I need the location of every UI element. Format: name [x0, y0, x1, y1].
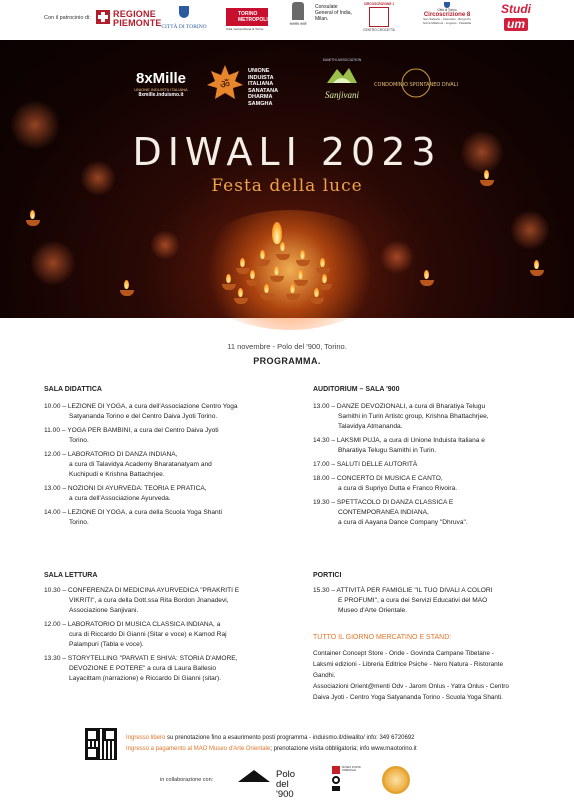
sponsor-strip: [0, 0, 574, 40]
svg-text:CONDOMINIO SPONTANEO DIVALI: CONDOMINIO SPONTANEO DIVALI: [374, 82, 458, 88]
sala-didattica-list: [44, 402, 294, 532]
list-item: 12.00 – LABORATORIO DI DANZA INDIANA, a cura di Talavidya Academy Bharatanatyam and Kuchipudi e Krishna Battachrjee.: [44, 451, 212, 478]
list-item: 19.30 – SPETTACOLO DI DANZA CLASSICA E CONTEMPORANEA INDIANA, a cura di Aayana Dance Company "Dhruva".: [313, 499, 468, 526]
collab-label: in collaborazione con:: [160, 777, 214, 783]
list-item: 14.00 – LEZIONE DI YOGA, a cura della Scuola Yoga Shanti Torino.: [44, 509, 223, 526]
hero-logos: 8xMille UNIONE INDUISTA ITALIANA 8xmille.induismo.it ॐ UNIONE INDUISTA ITALIANA SANATANA DHARMA SAMGHA SAMITHI ASSOCIATION Sanjivani CONDOMINIO SPONTANEO DIVALI: [0, 52, 574, 112]
event-subtitle: Festa della luce: [211, 176, 363, 196]
logo-8xmille: 8xMille UNIONE INDUISTA ITALIANA 8xmille.induismo.it: [134, 70, 188, 98]
om-lotus-icon: [206, 64, 244, 102]
polo-900-logo: Polo del '900: [238, 768, 308, 794]
studium-logo: Studi um: [501, 2, 531, 31]
market-list: Container Concept Store - Onde - Govinda Campane Tibetane - Laksmi edizioni - Libreria Editrice Psiche - Nero Natura - Ristorante Gandhi. Associazioni Orient@menti Odv - Jarom Onlus - Yatra Onlus - Centro Daiva Jyoti - Centro Yoga Satyananda Torino - Scuola Yoga Shanti.: [313, 650, 509, 701]
list-item: 15.30 – ATTIVITÀ PER FAMIGLIE "IL TUO DIVALI A COLORI E PROFUMI", a cura dei Servizi Educativi del MAO Museo d'Arte Orientale.: [313, 587, 493, 614]
regione-piemonte-logo: REGIONE PIEMONTE: [96, 8, 156, 30]
section-title-auditorium: AUDITORIUM – SALA '900: [313, 386, 400, 393]
qr-code-icon[interactable]: [85, 728, 117, 760]
section-title-sala-lettura: SALA LETTURA: [44, 572, 98, 579]
section-title-sala-didattica: SALA DIDATTICA: [44, 386, 102, 393]
circoscrizione-8-logo: Città di Torino Circoscrizione 8 San Salvario - Cavoretto - Borgo Po Nizza Millefonti - Lingotto - Filadelfia: [420, 2, 474, 34]
list-item: 18.00 – CONCERTO DI MUSICA E CANTO, a cura di Supriyo Dutta e Franco Rivoira.: [313, 475, 458, 492]
sala-lettura-list: [44, 586, 294, 688]
ashoka-emblem-icon: [292, 2, 304, 20]
list-item: 13.30 – STORYTELLING "PARVATI E SHIVA: STORIA D'AMORE, DEVOZIONE E POTERE" a cura di Laura Ballesio Layacittam (narrazione) e Riccardo Di Gianni (sitar).: [44, 655, 238, 682]
logo-sanjivani: SAMITHI ASSOCIATION Sanjivani: [322, 58, 362, 100]
torino-metropoli-logo: TORINO METROPOLI Città metropolitana di Torino: [226, 8, 268, 26]
auditorium-list: [313, 402, 563, 532]
consulate-label: Consulate General of India, Milan.: [315, 4, 352, 22]
polo-900-icon: [238, 770, 270, 782]
condominio-spontaneo-icon: [374, 66, 458, 100]
mao-logo: MUSEO D'ARTE ORIENTALE: [332, 766, 350, 792]
svg-text:ॐ: ॐ: [219, 78, 231, 91]
circoscrizione-1-logo: CIRCOSCRIZIONE 1 CENTRO CROCETTA: [363, 2, 395, 32]
section-title-portici: PORTICI: [313, 572, 342, 579]
list-item: 14.30 – LAKSMI PUJA, a cura di Unione Induista Italiana e Bharatiya Telugu Samithi in Turin.: [313, 437, 485, 454]
event-date-location: 11 novembre - Polo del '900, Torino.: [227, 342, 347, 351]
sponsor-label: Con il patrocinio di:: [44, 15, 91, 21]
regione-flag-icon: [96, 10, 110, 24]
event-title: DIWALI 2023: [132, 130, 442, 174]
info-line-mao: Ingresso a pagamento al MAO Museo d'Arte Orientale; prenotazione visita obbligatoria; info www.maotorino.it: [126, 746, 417, 752]
india-emblem-logo: सत्यमेव जयते: [289, 2, 307, 32]
list-item: 12.00 – LABORATORIO DI MUSICA CLASSICA INDIANA, a cura di Riccardo Di Gianni (Sitar e voce) e Kamod Raj Palampuri (Tabla e voce).: [44, 621, 227, 648]
list-item: 13.00 – DANZE DEVOZIONALI, a cura di Bharatiya Telugu Samithi in Turin Artistc group, Krishna Bhattachrjee, Talavidya Atmananda.: [313, 403, 489, 430]
torino-crest-icon: [179, 6, 189, 18]
bokeh-light: [150, 230, 180, 260]
logo-condominio-spontaneo: [374, 66, 458, 100]
circoscrizione-crest-icon: [444, 2, 450, 8]
bokeh-light: [30, 240, 76, 286]
market-title: TUTTO IL GIORNO MERCATINO E STAND:: [313, 634, 452, 641]
hero-banner: [0, 40, 574, 318]
citta-torino-logo: CITTÀ DI TORINO: [158, 6, 210, 34]
list-item: 11.00 – YOGA PER BAMBINI, a cura del Centro Daiva Jyoti Torino.: [44, 427, 219, 444]
lamp-glow: [190, 210, 390, 330]
list-item: 10.00 – LEZIONE DI YOGA, a cura dell'Associazione Centro Yoga Satyananda Torino e del Centro Daiva Jyoti Torino.: [44, 403, 238, 420]
circoscrizione-1-icon: [369, 7, 389, 27]
association-seal-icon: [382, 766, 410, 794]
mountain-leaf-icon: [325, 63, 359, 85]
list-item: 10.30 – CONFERENZA DI MEDICINA AYURVEDICA "PRAKRITI E VIKRITI", a cura della Dott.ssa Rita Bordon Jnanadevi, Associazione Sanjivani.: [44, 587, 240, 614]
list-item: 13.00 – NOZIONI DI AYURVEDA: TEORIA E PRATICA, a cura dell'Associazione Ayurveda.: [44, 485, 207, 502]
info-line-free-entry: Ingresso libero su prenotazione fino a esaurimento posti programma - induismo.it/diwalito/ info: 349 6720692: [126, 735, 415, 741]
portici-list: [313, 586, 563, 620]
program-title: PROGRAMMA.: [253, 356, 321, 366]
list-item: 17.00 – SALUTI DELLE AUTORITÀ: [313, 461, 418, 468]
bokeh-light: [510, 210, 550, 250]
